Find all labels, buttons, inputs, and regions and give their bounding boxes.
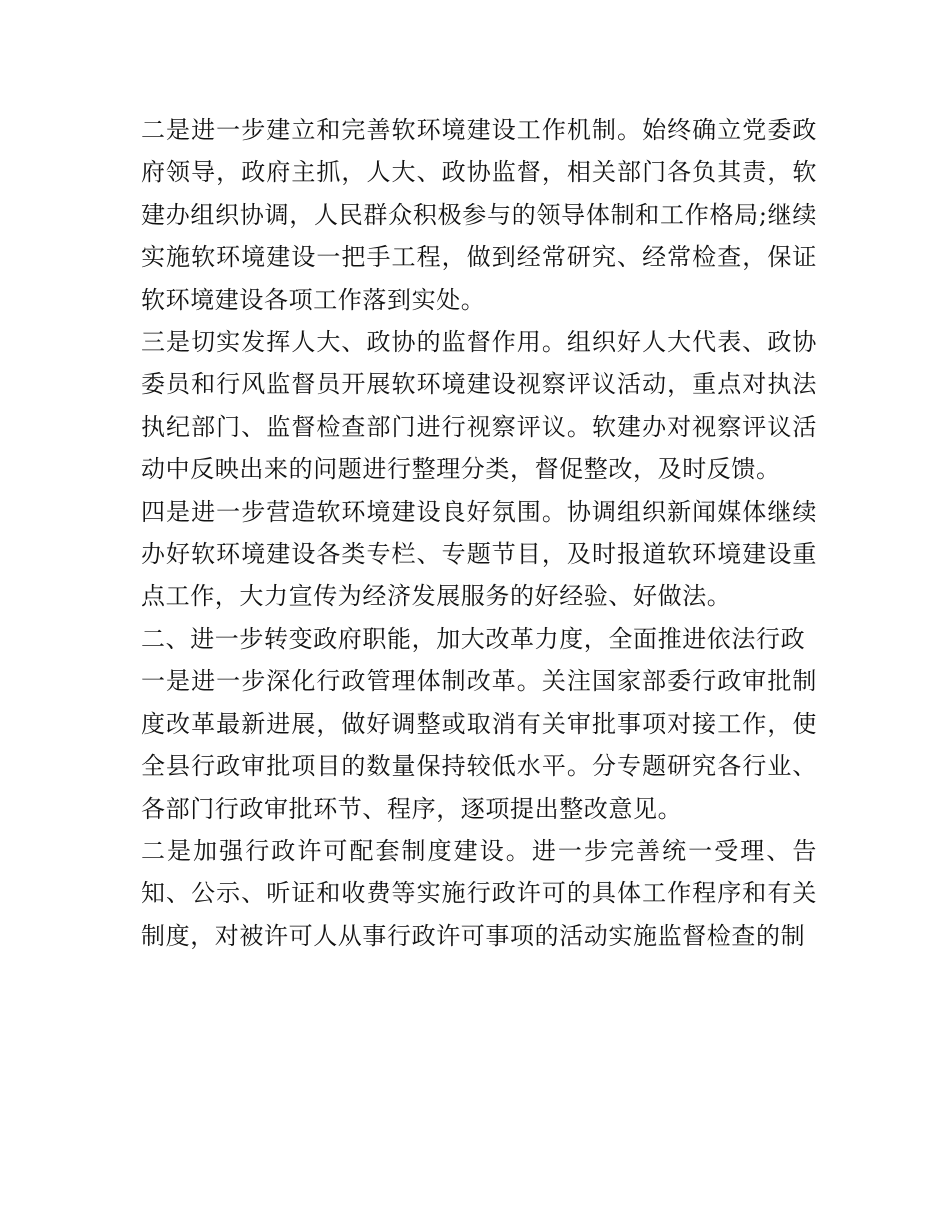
paragraph-atmosphere: 四是进一步营造软环境建设良好氛围。协调组织新闻媒体继续办好软环境建设各类专栏、专题节目，及时报道软环境建设重点工作，大力宣传为经济发展服务的好经验、好做法。 [141,497,817,611]
document-body [141,109,817,957]
section-heading-government-functions: 二、进一步转变政府职能，加大改革力度，全面推进依法行政 [141,624,806,653]
paragraph-work-mechanism: 二是进一步建立和完善软环境建设工作机制。始终确立党委政府领导，政府主抓，人大、政协监督，相关部门各负其责，软建办组织协调，人民群众积极参与的领导体制和工作格局;继续实施软环境建设一把手工程，做到经常研究、经常检查，保证软环境建设各项工作落到实处。 [141,116,817,314]
paragraph-licensing-system: 二是加强行政许可配套制度建设。进一步完善统一受理、告知、公示、听证和收费等实施行政许可的具体工作程序和有关制度，对被许可人从事行政许可事项的活动实施监督检查的制 [141,836,817,950]
paragraph-admin-reform: 一是进一步深化行政管理体制改革。关注国家部委行政审批制度改革最新进展，做好调整或取消有关审批事项对接工作，使全县行政审批项目的数量保持较低水平。分专题研究各行业、各部门行政审批环节、程序，逐项提出整改意见。 [141,667,817,823]
paragraph-supervision-role: 三是切实发挥人大、政协的监督作用。组织好人大代表、政协委员和行风监督员开展软环境建设视察评议活动，重点对执法执纪部门、监督检查部门进行视察评议。软建办对视察评议活动中反映出来的问题进行整理分类，督促整改，及时反馈。 [141,328,817,484]
